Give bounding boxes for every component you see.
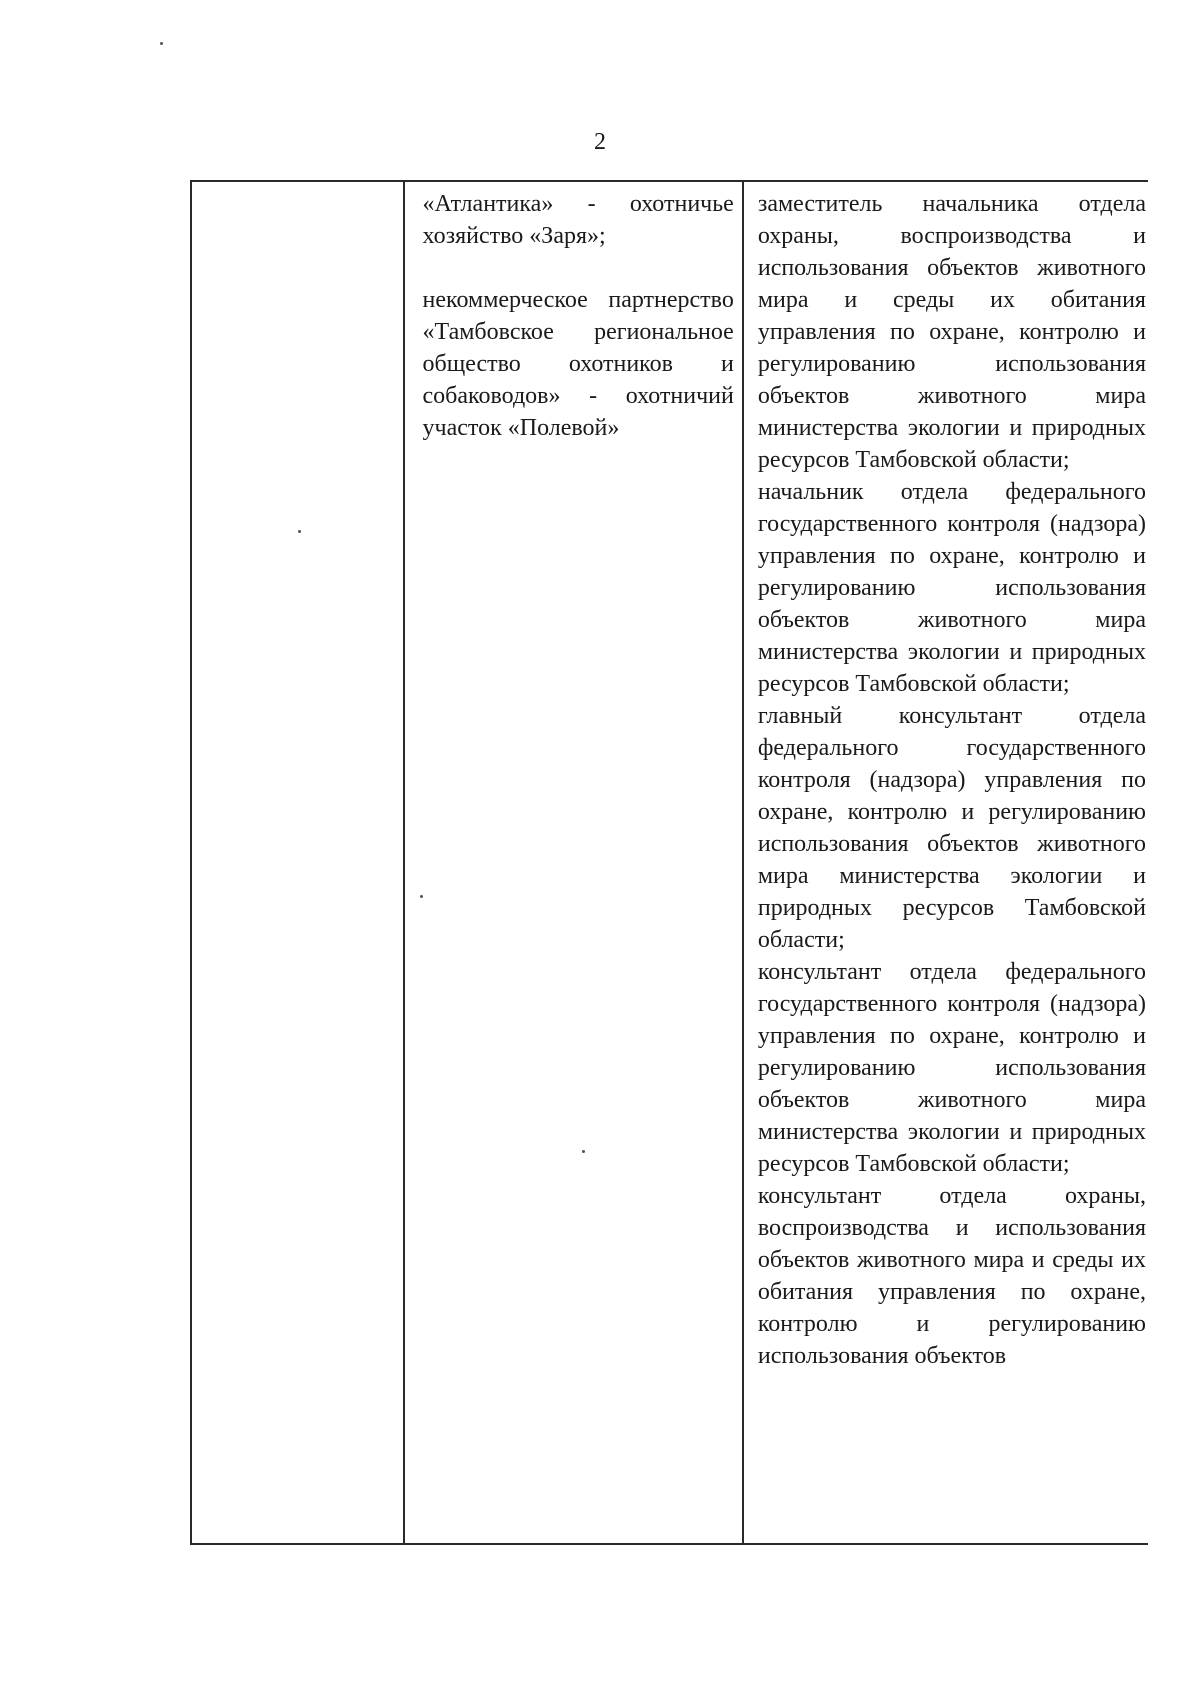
scan-speck <box>582 1150 585 1153</box>
scan-speck <box>160 42 163 45</box>
commission-table <box>190 180 1148 1545</box>
table-cell-organization <box>192 182 405 1543</box>
table-cell-hunting-grounds <box>405 182 744 1543</box>
commission-member-entry: начальник отдела федерального государственного контроля (надзора) управления по охране, контролю и регулированию использования объектов животного мира министерства экологии и природных ресурсов Тамбовской области; <box>757 479 1146 697</box>
hunting-ground-entry: некоммерческое партнерство «Тамбовское региональное общество охотников и собаководов» - охотничий участок «Полевой» <box>422 287 734 441</box>
hunting-ground-entry: «Атлантика» - охотничье хозяйство «Заря»; <box>422 191 734 249</box>
commission-member-entry: главный консультант отдела федерального государственного контроля (надзора) управления по охране, контролю и регулированию использования объектов животного мира министерства экологии и природных ресурсов Тамбовской области; <box>757 703 1146 953</box>
table-cell-commission-members <box>744 182 1148 1543</box>
commission-member-entry: заместитель начальника отдела охраны, воспроизводства и использования объектов животного мира и среды их обитания управления по охране, контролю и регулированию использования объектов животного мира министерства экологии и природных ресурсов Тамбовской области; <box>757 191 1146 473</box>
commission-member-entry: консультант отдела федерального государственного контроля (надзора) управления по охране, контролю и регулированию использования объектов животного мира министерства экологии и природных ресурсов Тамбовской области; <box>757 959 1146 1177</box>
page-number: 2 <box>594 129 606 155</box>
scan-speck <box>298 530 301 533</box>
scan-speck <box>420 895 423 898</box>
commission-member-entry: консультант отдела охраны, воспроизводства и использования объектов животного мира и среды их обитания управления по охране, контролю и регулированию использования объектов <box>757 1183 1146 1369</box>
